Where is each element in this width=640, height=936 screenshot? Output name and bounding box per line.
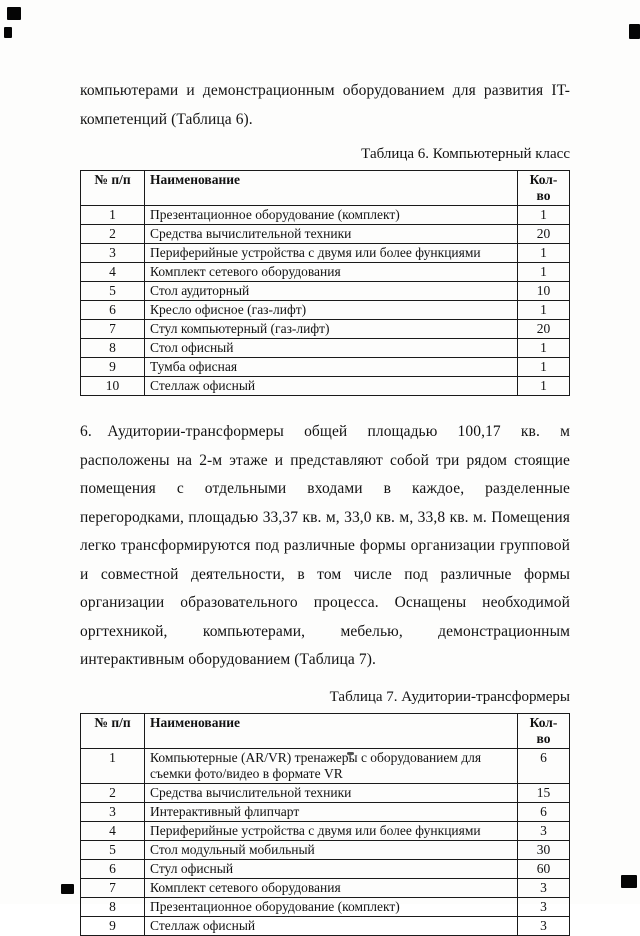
- header-qty: Кол-во: [518, 171, 570, 206]
- cell-qty: 1: [518, 244, 570, 263]
- table-row: [81, 301, 570, 320]
- table-row: [81, 282, 570, 301]
- cell-name: Периферийные устройства с двумя или более функциями: [145, 244, 518, 263]
- table-row: [81, 783, 570, 802]
- paragraph-intro: компьютерами и демонстрационным оборудованием для развития IT-компетенций (Таблица 6).: [80, 82, 570, 128]
- cell-num: 3: [81, 802, 145, 821]
- cell-name: Тумба офисная: [145, 358, 518, 377]
- cell-name: Стол аудиторный: [145, 282, 518, 301]
- header-num: № п/п: [81, 171, 145, 206]
- table-row: [81, 244, 570, 263]
- table-row: [81, 377, 570, 396]
- cell-num: 2: [81, 225, 145, 244]
- cell-name: Стул компьютерный (газ-лифт): [145, 320, 518, 339]
- cell-qty: 1: [518, 263, 570, 282]
- table-row: [81, 358, 570, 377]
- cell-num: 10: [81, 377, 145, 396]
- cell-name: Средства вычислительной техники: [145, 225, 518, 244]
- table-6-computer-class: [80, 170, 570, 396]
- cell-name: Интерактивный флипчарт: [145, 802, 518, 821]
- table-7-caption: Таблица 7. Аудитории-трансформеры: [329, 688, 570, 705]
- cell-qty: 6: [518, 802, 570, 821]
- cell-name: Комплект сетевого оборудования: [145, 878, 518, 897]
- cell-num: 2: [81, 783, 145, 802]
- paragraph-6: 6. Аудитории-трансформеры общей площадью 100,17 кв. м расположены на 2-м этаже и представляют собой три рядом стоящие помещения с отдельными входами в каждое, разделенные перегородками, площадью 33,37 кв. м, 33,0 кв. м, 33,8 кв. м. Помещения легко трансформируются под различные формы организации групповой и совместной деятельности, в том числе под различные формы организации образовательного процесса. Оснащены необходимой оргтехникой, компьютерами, мебелью, демонстрационным интерактивным оборудованием (Таблица 7).: [80, 423, 570, 668]
- document-content: [80, 76, 570, 936]
- table-row: [81, 878, 570, 897]
- table-row: [81, 320, 570, 339]
- table-row: [81, 897, 570, 916]
- table-row: [81, 339, 570, 358]
- cell-num: 6: [81, 301, 145, 320]
- table-header-row: [81, 713, 570, 748]
- cell-name: Стеллаж офисный: [145, 916, 518, 935]
- cell-qty: 3: [518, 878, 570, 897]
- cell-num: 7: [81, 320, 145, 339]
- table-row: [81, 859, 570, 878]
- cell-qty: 60: [518, 859, 570, 878]
- cell-qty: 1: [518, 377, 570, 396]
- cell-num: 8: [81, 339, 145, 358]
- table-row: [81, 916, 570, 935]
- cell-num: 8: [81, 897, 145, 916]
- cell-num: 9: [81, 358, 145, 377]
- scan-artifact: [4, 27, 12, 38]
- cell-qty: 3: [518, 916, 570, 935]
- cell-name: Кресло офисное (газ-лифт): [145, 301, 518, 320]
- cell-qty: 1: [518, 339, 570, 358]
- cell-qty: 15: [518, 783, 570, 802]
- cell-num: 1: [81, 206, 145, 225]
- cell-num: 1: [81, 748, 145, 783]
- cell-name: Комплект сетевого оборудования: [145, 263, 518, 282]
- cell-name: Презентационное оборудование (комплект): [145, 897, 518, 916]
- cell-name: Стол офисный: [145, 339, 518, 358]
- cell-num: 5: [81, 282, 145, 301]
- table-header-row: [81, 171, 570, 206]
- cell-num: 7: [81, 878, 145, 897]
- table-row: [81, 263, 570, 282]
- table-row: [81, 748, 570, 783]
- cell-qty: 10: [518, 282, 570, 301]
- cell-qty: 30: [518, 840, 570, 859]
- cell-qty: 3: [518, 821, 570, 840]
- cell-qty: 20: [518, 225, 570, 244]
- table-7-transformer-rooms: [80, 713, 570, 936]
- table-6-caption: Таблица 6. Компьютерный класс: [361, 146, 570, 162]
- cell-qty: 1: [518, 358, 570, 377]
- cell-name: Стул офисный: [145, 859, 518, 878]
- scan-artifact: [629, 24, 640, 39]
- cell-name: Периферийные устройства с двумя или более функциями: [145, 821, 518, 840]
- header-name: Наименование: [145, 713, 518, 748]
- cell-num: 4: [81, 263, 145, 282]
- scan-artifact: [61, 884, 74, 894]
- cell-num: 9: [81, 916, 145, 935]
- cell-qty: 1: [518, 301, 570, 320]
- cell-qty: 20: [518, 320, 570, 339]
- table-row: [81, 821, 570, 840]
- table-row: [81, 840, 570, 859]
- cell-qty: 1: [518, 206, 570, 225]
- header-name: Наименование: [145, 171, 518, 206]
- header-num: № п/п: [81, 713, 145, 748]
- cell-num: 3: [81, 244, 145, 263]
- cell-qty: 3: [518, 897, 570, 916]
- cell-name: Стол модульный мобильный: [145, 840, 518, 859]
- cell-num: 5: [81, 840, 145, 859]
- cell-num: 6: [81, 859, 145, 878]
- table-row: [81, 802, 570, 821]
- scan-artifact: [7, 7, 21, 20]
- cell-name: Презентационное оборудование (комплект): [145, 206, 518, 225]
- cell-name: Средства вычислительной техники: [145, 783, 518, 802]
- cell-qty: 6: [518, 748, 570, 783]
- cell-num: 4: [81, 821, 145, 840]
- table-row: [81, 225, 570, 244]
- cell-name: Стеллаж офисный: [145, 377, 518, 396]
- header-qty: Кол-во: [518, 713, 570, 748]
- table-row: [81, 206, 570, 225]
- cell-name: Компьютерные (AR/VR) тренажеры с оборудованием для съемки фото/видео в формате VR: [145, 748, 518, 783]
- scan-artifact: [621, 875, 637, 888]
